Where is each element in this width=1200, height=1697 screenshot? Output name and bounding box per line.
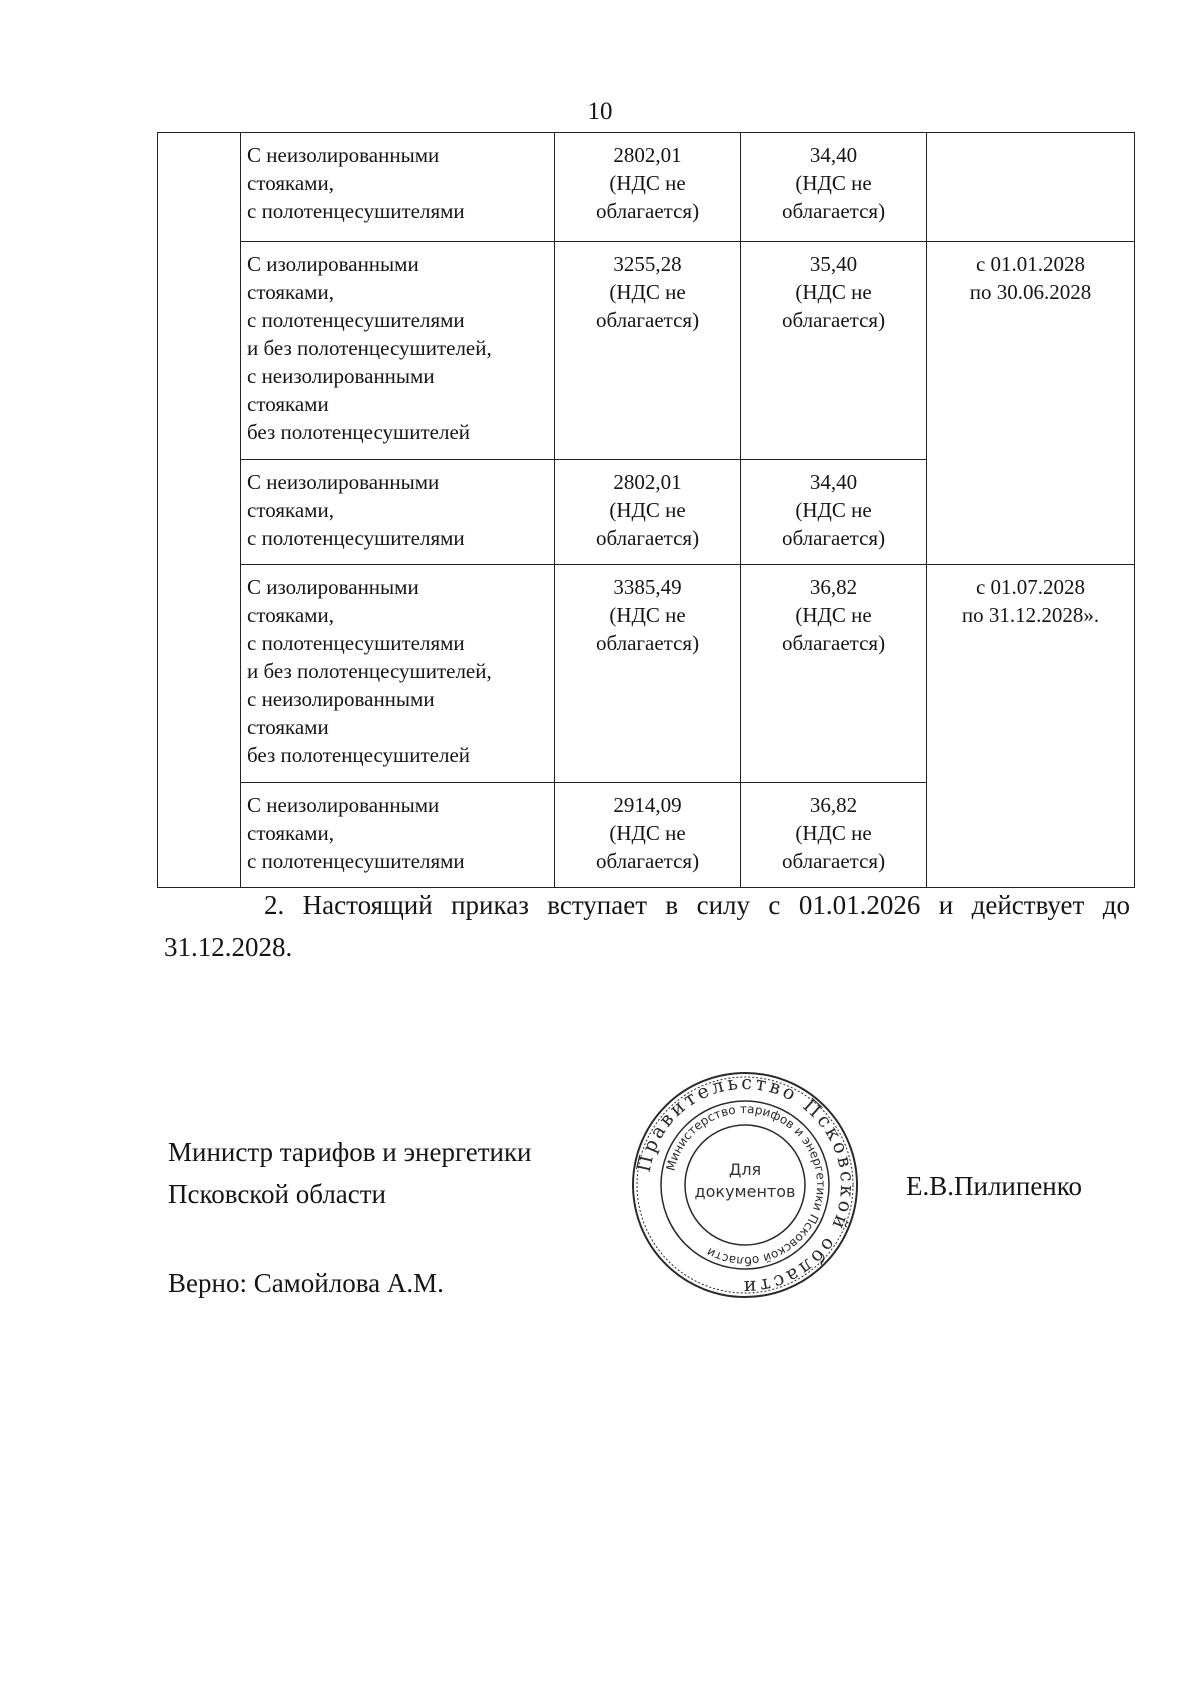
description-cell: С неизолированными стояками, с полотенцесушителями	[241, 133, 555, 242]
tariff-value-cell: 34,40 (НДС не облагается)	[741, 133, 927, 242]
signer-name: Е.В.Пилипенко	[906, 1171, 1083, 1201]
minister-title-line: Псковской области	[168, 1179, 387, 1209]
tariff-value-cell: 2802,01 (НДС не облагается)	[555, 460, 741, 565]
tariff-value-cell: 3385,49 (НДС не облагается)	[555, 565, 741, 783]
period-cell: с 01.01.2028 по 30.06.2028	[927, 242, 1135, 565]
period-cell	[927, 133, 1135, 242]
minister-title-line: Министр тарифов и энергетики	[168, 1137, 532, 1167]
period-cell: с 01.07.2028 по 31.12.2028».	[927, 565, 1135, 888]
table-row	[158, 133, 1135, 242]
stamp-inner-text: Министерство тарифов и энергетики Псковской области	[663, 1101, 829, 1269]
stamp-center-text: Для	[728, 1160, 762, 1179]
effective-date-paragraph: 2. Настоящий приказ вступает в силу с 01.01.2026 и действует до 31.12.2028.	[164, 890, 1130, 962]
table-row	[158, 242, 1135, 460]
tariff-value-cell: 36,82 (НДС не облагается)	[741, 565, 927, 783]
tariff-value-cell: 2914,09 (НДС не облагается)	[555, 783, 741, 888]
description-cell: С изолированными стояками, с полотенцесушителями и без полотенцесушителей, с неизолированными стояками без полотенцесушителей	[241, 242, 555, 460]
tariff-value-cell: 2802,01 (НДС не облагается)	[555, 133, 741, 242]
page-number: 10	[587, 98, 613, 125]
tariff-value-cell: 35,40 (НДС не облагается)	[741, 242, 927, 460]
verified-by: Верно: Самойлова А.М.	[168, 1268, 444, 1298]
tariff-value-cell: 3255,28 (НДС не облагается)	[555, 242, 741, 460]
tariff-value-cell: 36,82 (НДС не облагается)	[741, 783, 927, 888]
minister-title	[168, 1131, 532, 1215]
tariff-value-cell: 34,40 (НДС не облагается)	[741, 460, 927, 565]
description-cell: С неизолированными стояками, с полотенцесушителями	[241, 783, 555, 888]
stamp-center-text: документов	[694, 1182, 796, 1201]
tariff-table	[157, 132, 1135, 888]
description-cell: С неизолированными стояками, с полотенцесушителями	[241, 460, 555, 565]
official-stamp	[630, 1070, 860, 1300]
description-cell: С изолированными стояками, с полотенцесушителями и без полотенцесушителей, с неизолированными стояками без полотенцесушителей	[241, 565, 555, 783]
table-row	[158, 565, 1135, 783]
stamp-outer-text: Правительство Псковской области	[632, 1071, 859, 1299]
blank-column-cell	[158, 133, 241, 888]
